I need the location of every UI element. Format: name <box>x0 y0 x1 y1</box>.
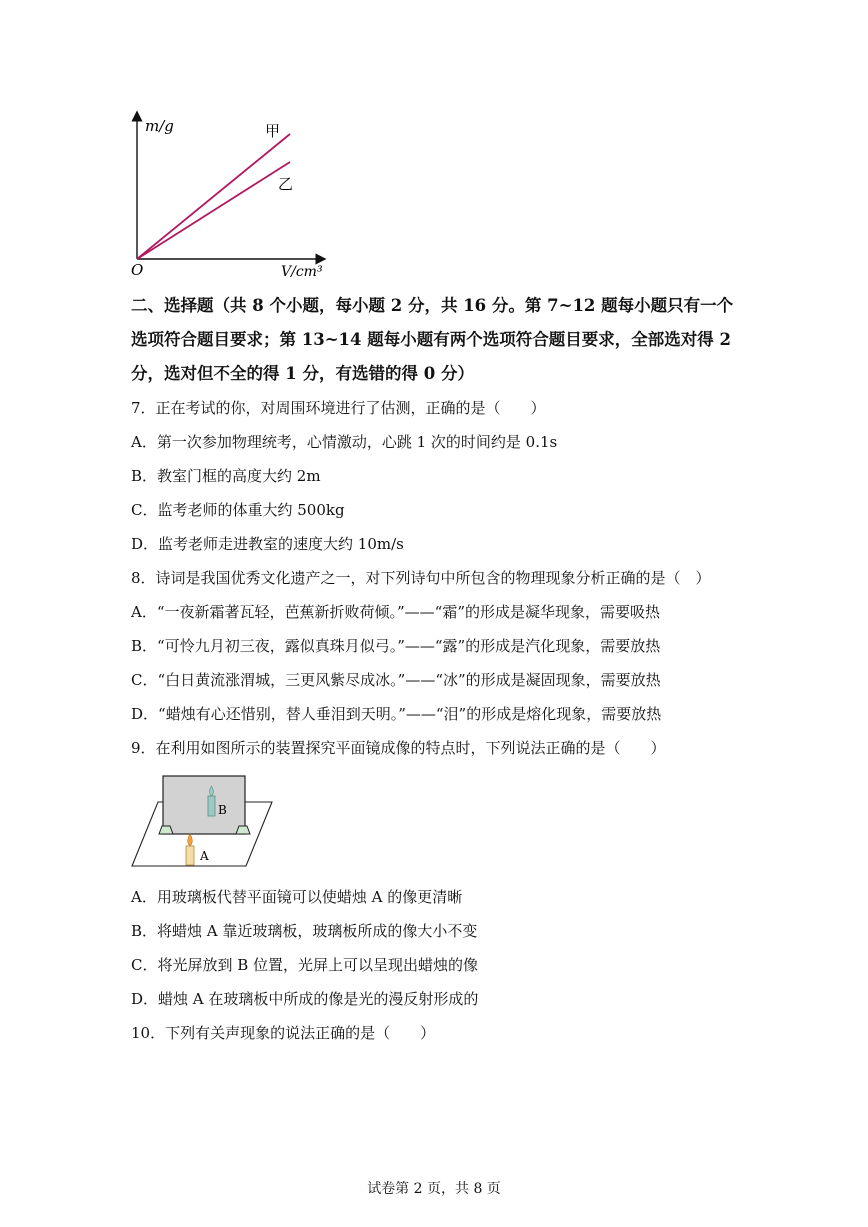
origin-label: O <box>131 261 144 279</box>
mass-volume-graph <box>125 110 335 282</box>
page-footer: 试卷第 2 页，共 8 页 <box>367 1181 501 1197</box>
y-axis-label: m/g <box>145 117 174 135</box>
line-label-yi: 乙 <box>278 175 294 193</box>
plane-mirror-figure <box>130 772 275 872</box>
q7-stem: 7．正在考试的你，对周围环境进行了估测，正确的是（ ） <box>131 399 546 417</box>
q7-option-b: B．教室门框的高度大约 2m <box>131 467 321 485</box>
q7-option-c: C．监考老师的体重大约 500kg <box>131 501 345 519</box>
section-heading-line2: 选项符合题目要求；第 13~14 题每小题有两个选项符合题目要求，全部选对得 2 <box>131 330 731 349</box>
q9-option-b: B．将蜡烛 A 靠近玻璃板，玻璃板所成的像大小不变 <box>131 922 478 940</box>
q8-option-b: B．“可怜九月初三夜，露似真珠月似弓。”——“露”的形成是汽化现象，需要放热 <box>131 637 661 655</box>
q9-option-d: D．蜡烛 A 在玻璃板中所成的像是光的漫反射形成的 <box>131 990 479 1008</box>
q7-option-d: D．监考老师走进教室的速度大约 10m/s <box>131 535 404 553</box>
x-axis-label: V/cm³ <box>281 264 323 280</box>
q8-option-a: A．“一夜新霜著瓦轻，芭蕉新折败荷倾。”——“霜”的形成是凝华现象，需要吸热 <box>131 603 661 621</box>
section-heading-line3: 分，选对但不全的得 1 分，有选错的得 0 分） <box>131 364 474 383</box>
q9-option-c: C．将光屏放到 B 位置，光屏上可以呈现出蜡烛的像 <box>131 956 479 974</box>
label-b: B <box>218 803 227 817</box>
q8-option-d: D．“蜡烛有心还惜别，替人垂泪到天明。”——“泪”的形成是熔化现象，需要放热 <box>131 705 662 723</box>
q8-option-c: C．“白日黄流涨渭城，三更风紫尽成冰。”——“冰”的形成是凝固现象，需要放热 <box>131 671 661 689</box>
candle-b <box>208 796 215 816</box>
right-stand <box>236 826 250 834</box>
q7-option-a: A．第一次参加物理统考，心情激动，心跳 1 次的时间约是 0.1s <box>131 433 558 451</box>
q10-stem: 10．下列有关声现象的说法正确的是（ ） <box>131 1024 436 1042</box>
left-stand <box>159 826 173 834</box>
q9-stem: 9．在利用如图所示的装置探究平面镜成像的特点时，下列说法正确的是（ ） <box>131 739 666 757</box>
candle-a <box>186 846 194 865</box>
line-yi <box>137 162 290 259</box>
line-label-jia: 甲 <box>265 122 281 140</box>
line-jia <box>137 134 290 259</box>
label-a: A <box>200 849 209 863</box>
glass-plate <box>163 776 245 834</box>
q9-option-a: A．用玻璃板代替平面镜可以使蜡烛 A 的像更清晰 <box>131 888 463 906</box>
section-heading-line1: 二、选择题（共 8 个小题，每小题 2 分，共 16 分。第 7~12 题每小题只有一个 <box>131 296 734 315</box>
q8-stem: 8．诗词是我国优秀文化遗产之一，对下列诗句中所包含的物理现象分析正确的是（ ） <box>131 569 711 587</box>
